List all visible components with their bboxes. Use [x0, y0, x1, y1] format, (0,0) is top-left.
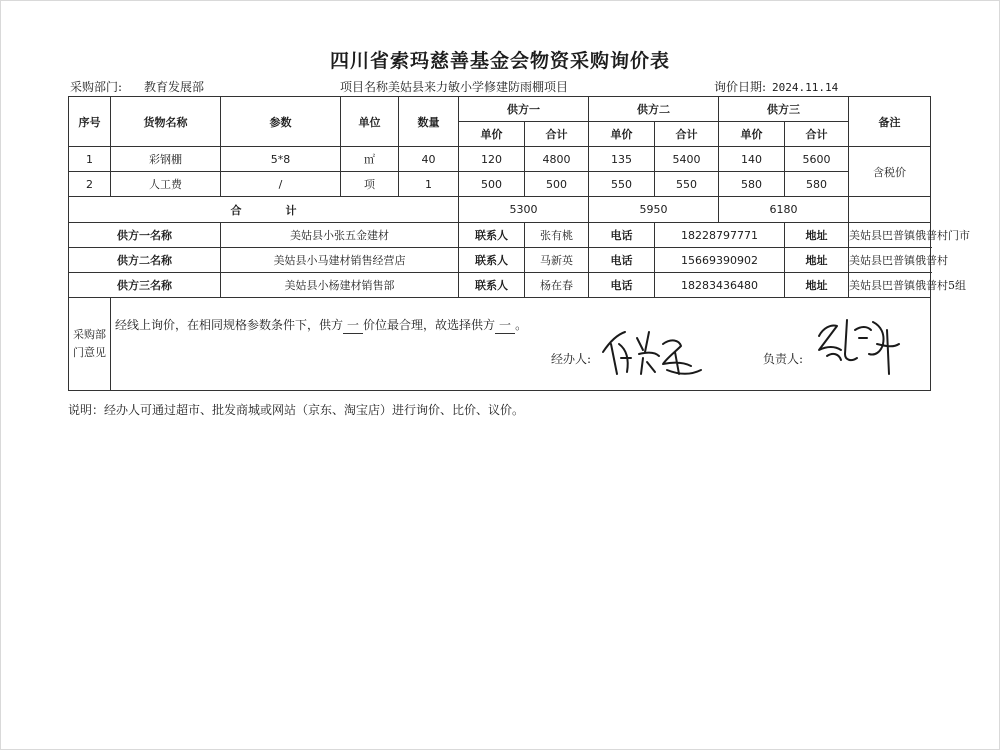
supplier2-name: 美姑县小马建材销售经营店 [221, 248, 459, 273]
remark-cell: 含税价 [849, 147, 931, 197]
header-supplier3: 供方三 [719, 97, 849, 122]
totals-label: 合 计 [69, 197, 459, 223]
address-label: 地址 [785, 248, 849, 273]
item-name: 人工费 [111, 172, 221, 197]
header-s2-price: 单价 [589, 122, 655, 147]
supplier1-address: 美姑县巴普镇俄普村门市 [849, 223, 931, 248]
header-spec: 参数 [221, 97, 341, 147]
supplier3-address: 美姑县巴普镇俄普村5组 [849, 273, 931, 298]
supplier2-phone: 15669390902 [655, 248, 785, 273]
supplier1-contact: 张有桃 [525, 223, 589, 248]
item-unit: ㎡ [341, 147, 399, 172]
phone-label: 电话 [589, 223, 655, 248]
footnote: 说明：经办人可通过超市、批发商城或网站（京东、淘宝店）进行询价、比价、议价。 [68, 403, 525, 417]
item-qty: 1 [399, 172, 459, 197]
contact-label: 联系人 [459, 248, 525, 273]
manager-label: 负责人: [763, 352, 804, 366]
handler-label: 经办人: [551, 352, 592, 366]
item-s1-total: 500 [525, 172, 589, 197]
item-s1-price: 500 [459, 172, 525, 197]
opinion-label: 采购部门意见 [69, 298, 111, 391]
handler-signature [597, 322, 707, 380]
total-s2: 5950 [589, 197, 719, 223]
item-qty: 40 [399, 147, 459, 172]
header-s3-price: 单价 [719, 122, 785, 147]
item-s2-price: 135 [589, 147, 655, 172]
opinion-text: 经线上询价，在相同规格参数条件下，供方 一 价位最合理，故选择供方 一 。 [115, 318, 528, 332]
document-title: 四川省索玛慈善基金会物资采购询价表 [329, 50, 670, 72]
contact-label: 联系人 [459, 223, 525, 248]
header-qty: 数量 [399, 97, 459, 147]
supplier1-label: 供方一名称 [69, 223, 221, 248]
item-s3-total: 5600 [785, 147, 849, 172]
header-s1-total: 合计 [525, 122, 589, 147]
header-s3-total: 合计 [785, 122, 849, 147]
date-label: 询价日期: [714, 80, 767, 94]
dept-value: 教育发展部 [144, 80, 205, 94]
supplier3-label: 供方三名称 [69, 273, 221, 298]
item-spec: 5*8 [221, 147, 341, 172]
date-value: 2024.11.14 [772, 81, 839, 94]
table-row [69, 147, 931, 172]
supplier2-contact: 马新英 [525, 248, 589, 273]
contact-label: 联系人 [459, 273, 525, 298]
item-seq: 1 [69, 147, 111, 172]
phone-label: 电话 [589, 248, 655, 273]
opinion-row [69, 298, 931, 391]
opinion-cell [111, 298, 931, 391]
opinion-blank-1: 一 [343, 316, 363, 334]
totals-row [69, 197, 931, 223]
header-seq: 序号 [69, 97, 111, 147]
inquiry-table [68, 96, 970, 391]
supplier2-label: 供方二名称 [69, 248, 221, 273]
phone-label: 电话 [589, 273, 655, 298]
supplier3-contact: 杨在春 [525, 273, 589, 298]
header-s1-price: 单价 [459, 122, 525, 147]
item-seq: 2 [69, 172, 111, 197]
total-s3: 6180 [719, 197, 849, 223]
table-row [69, 172, 931, 197]
manager-signature [811, 308, 907, 378]
header-name: 货物名称 [111, 97, 221, 147]
supplier2-address: 美姑县巴普镇俄普村 [849, 248, 931, 273]
supplier-row [69, 248, 931, 273]
item-s2-price: 550 [589, 172, 655, 197]
opinion-blank-2: 一 [495, 316, 515, 334]
item-s3-total: 580 [785, 172, 849, 197]
total-s1: 5300 [459, 197, 589, 223]
inquiry-date [714, 78, 838, 95]
item-s1-total: 4800 [525, 147, 589, 172]
address-label: 地址 [785, 223, 849, 248]
item-unit: 项 [341, 172, 399, 197]
item-spec: / [221, 172, 341, 197]
dept-label: 采购部门: [70, 80, 123, 94]
header-remark: 备注 [849, 97, 931, 147]
item-s1-price: 120 [459, 147, 525, 172]
header-supplier1: 供方一 [459, 97, 589, 122]
item-name: 彩钢棚 [111, 147, 221, 172]
supplier-row [69, 273, 931, 298]
item-s2-total: 5400 [655, 147, 719, 172]
header-s2-total: 合计 [655, 122, 719, 147]
supplier3-name: 美姑县小杨建材销售部 [221, 273, 459, 298]
item-s2-total: 550 [655, 172, 719, 197]
project-name: 项目名称美姑县来力敏小学修建防雨棚项目 [340, 80, 569, 94]
supplier-row [69, 223, 931, 248]
header-unit: 单位 [341, 97, 399, 147]
purchase-department [70, 78, 204, 95]
totals-remark [849, 197, 931, 223]
supplier3-phone: 18283436480 [655, 273, 785, 298]
item-s3-price: 580 [719, 172, 785, 197]
supplier1-name: 美姑县小张五金建材 [221, 223, 459, 248]
header-supplier2: 供方二 [589, 97, 719, 122]
item-s3-price: 140 [719, 147, 785, 172]
supplier1-phone: 18228797771 [655, 223, 785, 248]
address-label: 地址 [785, 273, 849, 298]
